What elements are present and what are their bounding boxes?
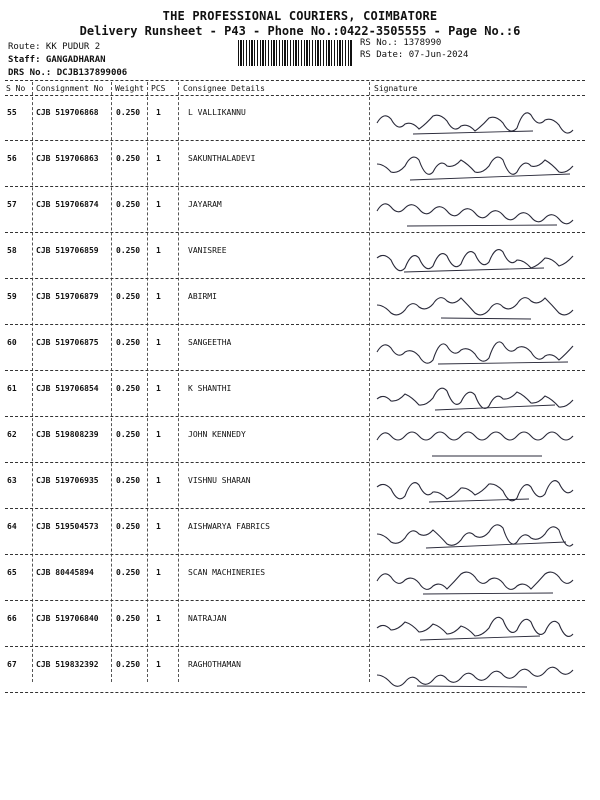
row-separator: [5, 600, 585, 601]
col-pcs: PCS: [151, 84, 166, 93]
col-consignment: Consignment No: [36, 84, 104, 93]
row-consignment-no: CJB 519832392: [36, 660, 99, 669]
row-pcs: 1: [156, 154, 161, 163]
row-consignment-no: CJB 519706935: [36, 476, 99, 485]
row-consignment-no: CJB 519808239: [36, 430, 99, 439]
row-consignee: VANISREE: [188, 246, 227, 255]
row-consignment-no: CJB 519706863: [36, 154, 99, 163]
row-consignee: VISHNU SHARAN: [188, 476, 251, 485]
row-consignment-no: CJB 519706875: [36, 338, 99, 347]
row-separator: [5, 508, 585, 509]
row-sno: 61: [7, 384, 17, 393]
barcode: [238, 40, 352, 66]
header-top-rule: [5, 80, 585, 81]
row-pcs: 1: [156, 338, 161, 347]
rs-date: RS Date: 07-Jun-2024: [360, 50, 469, 60]
signature-image: [372, 336, 582, 370]
row-weight: 0.250: [116, 660, 141, 669]
row-pcs: 1: [156, 430, 161, 439]
route-label: Route: KK PUDUR 2: [8, 42, 101, 52]
row-weight: 0.250: [116, 292, 141, 301]
col-divider: [32, 82, 33, 682]
row-sno: 58: [7, 246, 17, 255]
col-divider: [369, 82, 370, 682]
signature-image: [372, 566, 582, 600]
row-consignee: JAYARAM: [188, 200, 222, 209]
runsheet-subtitle: Delivery Runsheet - P43 - Phone No.:0422-3505555 - Page No.:6: [79, 24, 521, 38]
row-separator: [5, 324, 585, 325]
row-weight: 0.250: [116, 568, 141, 577]
row-pcs: 1: [156, 384, 161, 393]
row-consignee: L VALLIKANNU: [188, 108, 246, 117]
col-divider: [111, 82, 112, 682]
row-consignee: AISHWARYA FABRICS: [188, 522, 270, 531]
row-pcs: 1: [156, 108, 161, 117]
signature-image: [372, 612, 582, 646]
row-consignment-no: CJB 519706874: [36, 200, 99, 209]
signature-image: [372, 290, 582, 324]
signature-image: [372, 152, 582, 186]
row-consignment-no: CJB 519706854: [36, 384, 99, 393]
row-consignee: NATRAJAN: [188, 614, 227, 623]
row-consignment-no: CJB 80445894: [36, 568, 94, 577]
row-pcs: 1: [156, 614, 161, 623]
row-separator: [5, 186, 585, 187]
signature-image: [372, 198, 582, 232]
row-weight: 0.250: [116, 522, 141, 531]
drs-number: DRS No.: DCJB137899006: [8, 68, 128, 78]
row-separator: [5, 646, 585, 647]
row-consignee: K SHANTHI: [188, 384, 232, 393]
col-signature: Signature: [374, 84, 418, 93]
signature-image: [372, 520, 582, 554]
row-consignee: SANGEETHA: [188, 338, 232, 347]
signature-image: [372, 474, 582, 508]
row-pcs: 1: [156, 246, 161, 255]
row-separator: [5, 692, 585, 693]
row-sno: 56: [7, 154, 17, 163]
row-consignment-no: CJB 519504573: [36, 522, 99, 531]
signature-image: [372, 244, 582, 278]
row-weight: 0.250: [116, 338, 141, 347]
company-title: THE PROFESSIONAL COURIERS, COIMBATORE: [162, 9, 438, 23]
signature-image: [372, 106, 582, 140]
row-sno: 60: [7, 338, 17, 347]
row-sno: 66: [7, 614, 17, 623]
row-consignee: RAGHOTHAMAN: [188, 660, 241, 669]
signature-image: [372, 658, 582, 692]
row-separator: [5, 278, 585, 279]
rs-number: RS No.: 1378990: [360, 38, 442, 48]
row-consignee: ABIRMI: [188, 292, 217, 301]
row-consignee: SCAN MACHINERIES: [188, 568, 266, 577]
row-separator: [5, 416, 585, 417]
row-consignment-no: CJB 519706859: [36, 246, 99, 255]
row-sno: 64: [7, 522, 17, 531]
row-consignee: SAKUNTHALADEVI: [188, 154, 256, 163]
col-divider: [147, 82, 148, 682]
row-sno: 63: [7, 476, 17, 485]
row-weight: 0.250: [116, 476, 141, 485]
col-consignee: Consignee Details: [183, 84, 265, 93]
row-weight: 0.250: [116, 246, 141, 255]
row-weight: 0.250: [116, 614, 141, 623]
row-weight: 0.250: [116, 200, 141, 209]
row-sno: 55: [7, 108, 17, 117]
row-sno: 59: [7, 292, 17, 301]
col-sno: S No: [6, 84, 26, 93]
col-weight: Weight: [115, 84, 144, 93]
row-pcs: 1: [156, 522, 161, 531]
row-weight: 0.250: [116, 430, 141, 439]
signature-image: [372, 428, 582, 462]
row-sno: 62: [7, 430, 17, 439]
row-weight: 0.250: [116, 154, 141, 163]
header-bottom-rule: [5, 95, 585, 96]
staff-label: Staff: GANGADHARAN: [8, 55, 106, 65]
row-pcs: 1: [156, 292, 161, 301]
row-separator: [5, 554, 585, 555]
row-consignment-no: CJB 519706840: [36, 614, 99, 623]
row-weight: 0.250: [116, 108, 141, 117]
row-sno: 67: [7, 660, 17, 669]
row-pcs: 1: [156, 200, 161, 209]
row-pcs: 1: [156, 660, 161, 669]
row-separator: [5, 232, 585, 233]
row-separator: [5, 140, 585, 141]
row-separator: [5, 462, 585, 463]
row-pcs: 1: [156, 476, 161, 485]
row-sno: 65: [7, 568, 17, 577]
row-consignment-no: CJB 519706879: [36, 292, 99, 301]
row-pcs: 1: [156, 568, 161, 577]
row-weight: 0.250: [116, 384, 141, 393]
col-divider: [178, 82, 179, 682]
row-consignment-no: CJB 519706868: [36, 108, 99, 117]
signature-image: [372, 382, 582, 416]
row-consignee: JOHN KENNEDY: [188, 430, 246, 439]
row-sno: 57: [7, 200, 17, 209]
row-separator: [5, 370, 585, 371]
